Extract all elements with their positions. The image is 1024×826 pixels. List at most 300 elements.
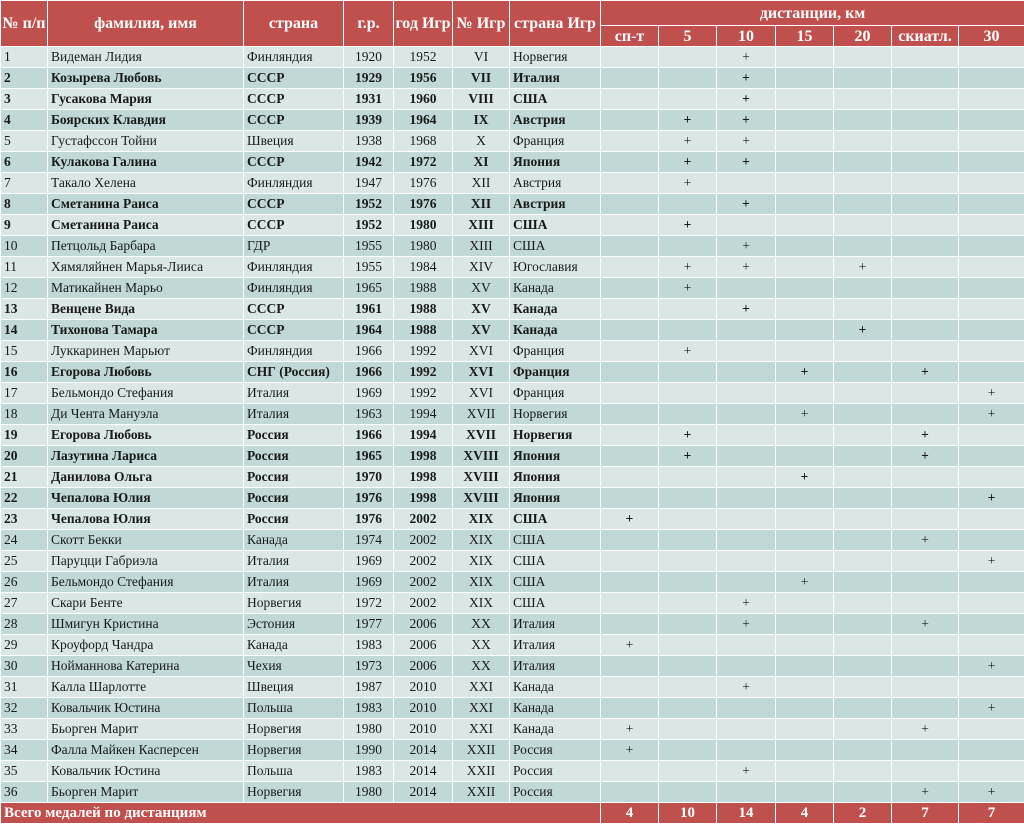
row-host: Франция bbox=[510, 131, 601, 152]
row-host: США bbox=[510, 530, 601, 551]
row-medal-mark bbox=[834, 446, 892, 467]
row-games-num: XII bbox=[453, 194, 510, 215]
row-games-num: XVII bbox=[453, 425, 510, 446]
row-medal-mark bbox=[834, 572, 892, 593]
row-medal-mark bbox=[776, 47, 834, 68]
row-name: Ковальчик Юстина bbox=[48, 698, 244, 719]
total-sprint: 4 bbox=[601, 803, 659, 824]
header-dist-30: 30 bbox=[959, 26, 1024, 47]
row-medal-mark bbox=[659, 698, 717, 719]
row-num: 1 bbox=[1, 47, 48, 68]
row-medal-mark: + bbox=[834, 257, 892, 278]
row-medal-mark bbox=[601, 362, 659, 383]
row-medal-mark: + bbox=[717, 131, 776, 152]
row-games-num: XVIII bbox=[453, 446, 510, 467]
row-num: 13 bbox=[1, 299, 48, 320]
header-row-1 bbox=[1, 1, 1024, 26]
row-num: 11 bbox=[1, 257, 48, 278]
row-num: 30 bbox=[1, 656, 48, 677]
row-host: США bbox=[510, 215, 601, 236]
row-born: 1977 bbox=[344, 614, 394, 635]
row-medal-mark: + bbox=[717, 194, 776, 215]
row-medal-mark bbox=[776, 551, 834, 572]
row-born: 1942 bbox=[344, 152, 394, 173]
table-row bbox=[1, 194, 1024, 215]
row-country: Финляндия bbox=[244, 341, 344, 362]
row-medal-mark bbox=[776, 215, 834, 236]
row-country: СНГ (Россия) bbox=[244, 362, 344, 383]
row-medal-mark bbox=[601, 194, 659, 215]
row-country: Россия bbox=[244, 488, 344, 509]
row-year: 1998 bbox=[394, 488, 453, 509]
row-games-num: XIII bbox=[453, 215, 510, 236]
row-medal-mark: + bbox=[892, 719, 959, 740]
row-year: 2006 bbox=[394, 635, 453, 656]
row-born: 1955 bbox=[344, 257, 394, 278]
row-country: Канада bbox=[244, 635, 344, 656]
row-host: Норвегия bbox=[510, 425, 601, 446]
row-num: 20 bbox=[1, 446, 48, 467]
row-born: 1964 bbox=[344, 320, 394, 341]
row-medal-mark bbox=[834, 509, 892, 530]
row-medal-mark bbox=[959, 362, 1024, 383]
row-medal-mark: + bbox=[959, 656, 1024, 677]
row-medal-mark bbox=[717, 446, 776, 467]
row-country: СССР bbox=[244, 299, 344, 320]
table-row bbox=[1, 257, 1024, 278]
row-born: 1963 bbox=[344, 404, 394, 425]
row-games-num: XXII bbox=[453, 782, 510, 803]
row-games-num: XXI bbox=[453, 719, 510, 740]
row-medal-mark bbox=[776, 341, 834, 362]
row-name: Бельмондо Стефания bbox=[48, 383, 244, 404]
header-num: № п/п bbox=[1, 1, 48, 47]
row-country: Италия bbox=[244, 404, 344, 425]
row-born: 1976 bbox=[344, 509, 394, 530]
row-host: Франция bbox=[510, 341, 601, 362]
row-country: Финляндия bbox=[244, 47, 344, 68]
table-row bbox=[1, 404, 1024, 425]
row-medal-mark bbox=[776, 257, 834, 278]
row-medal-mark: + bbox=[834, 320, 892, 341]
row-name: Венцене Вида bbox=[48, 299, 244, 320]
row-medal-mark bbox=[892, 656, 959, 677]
row-born: 1974 bbox=[344, 530, 394, 551]
row-medal-mark: + bbox=[601, 509, 659, 530]
row-medal-mark bbox=[776, 614, 834, 635]
row-medal-mark bbox=[601, 152, 659, 173]
header-games-num: № Игр bbox=[453, 1, 510, 47]
row-medal-mark bbox=[717, 782, 776, 803]
row-games-num: XIX bbox=[453, 530, 510, 551]
row-games-num: XIX bbox=[453, 551, 510, 572]
row-medal-mark bbox=[834, 467, 892, 488]
row-medal-mark bbox=[959, 635, 1024, 656]
row-medal-mark bbox=[834, 362, 892, 383]
row-medal-mark bbox=[717, 383, 776, 404]
row-medal-mark bbox=[834, 131, 892, 152]
row-medal-mark bbox=[959, 68, 1024, 89]
header-name: фамилия, имя bbox=[48, 1, 244, 47]
row-country: Норвегия bbox=[244, 593, 344, 614]
row-year: 1988 bbox=[394, 299, 453, 320]
row-country: Швеция bbox=[244, 131, 344, 152]
row-games-num: VIII bbox=[453, 89, 510, 110]
row-medal-mark bbox=[776, 131, 834, 152]
row-medal-mark bbox=[659, 509, 717, 530]
row-name: Ди Чента Мануэла bbox=[48, 404, 244, 425]
row-medal-mark bbox=[659, 194, 717, 215]
row-medal-mark bbox=[892, 467, 959, 488]
row-host: Франция bbox=[510, 362, 601, 383]
row-country: Россия bbox=[244, 446, 344, 467]
row-name: Такало Хелена bbox=[48, 173, 244, 194]
row-medal-mark bbox=[959, 215, 1024, 236]
row-medal-mark bbox=[659, 320, 717, 341]
row-medal-mark: + bbox=[659, 215, 717, 236]
row-year: 1994 bbox=[394, 404, 453, 425]
row-medal-mark bbox=[717, 740, 776, 761]
row-medal-mark bbox=[601, 47, 659, 68]
row-year: 1994 bbox=[394, 425, 453, 446]
row-num: 34 bbox=[1, 740, 48, 761]
row-games-num: XII bbox=[453, 173, 510, 194]
row-num: 18 bbox=[1, 404, 48, 425]
row-born: 1976 bbox=[344, 488, 394, 509]
row-born: 1955 bbox=[344, 236, 394, 257]
row-country: Россия bbox=[244, 425, 344, 446]
row-medal-mark bbox=[776, 425, 834, 446]
row-medal-mark bbox=[834, 215, 892, 236]
row-medal-mark bbox=[659, 593, 717, 614]
row-num: 25 bbox=[1, 551, 48, 572]
row-medal-mark bbox=[959, 740, 1024, 761]
row-medal-mark bbox=[834, 530, 892, 551]
row-medal-mark: + bbox=[601, 740, 659, 761]
row-num: 33 bbox=[1, 719, 48, 740]
row-year: 1980 bbox=[394, 236, 453, 257]
row-host: США bbox=[510, 89, 601, 110]
row-country: Россия bbox=[244, 509, 344, 530]
row-num: 27 bbox=[1, 593, 48, 614]
row-medal-mark bbox=[776, 761, 834, 782]
row-medal-mark bbox=[892, 551, 959, 572]
row-medal-mark bbox=[959, 530, 1024, 551]
row-num: 31 bbox=[1, 677, 48, 698]
row-num: 3 bbox=[1, 89, 48, 110]
row-medal-mark bbox=[776, 299, 834, 320]
row-medal-mark: + bbox=[601, 719, 659, 740]
row-year: 1998 bbox=[394, 446, 453, 467]
row-medal-mark: + bbox=[892, 446, 959, 467]
row-country: СССР bbox=[244, 320, 344, 341]
row-medal-mark bbox=[776, 740, 834, 761]
row-medal-mark bbox=[659, 467, 717, 488]
row-medal-mark bbox=[892, 509, 959, 530]
row-medal-mark: + bbox=[659, 278, 717, 299]
row-medal-mark: + bbox=[659, 173, 717, 194]
row-num: 10 bbox=[1, 236, 48, 257]
row-country: Швеция bbox=[244, 677, 344, 698]
row-medal-mark bbox=[659, 404, 717, 425]
row-num: 15 bbox=[1, 341, 48, 362]
row-medal-mark bbox=[959, 236, 1024, 257]
table-row bbox=[1, 425, 1024, 446]
row-medal-mark bbox=[659, 236, 717, 257]
row-num: 14 bbox=[1, 320, 48, 341]
row-medal-mark bbox=[834, 299, 892, 320]
row-num: 2 bbox=[1, 68, 48, 89]
row-medal-mark bbox=[776, 278, 834, 299]
row-country: Чехия bbox=[244, 656, 344, 677]
row-num: 32 bbox=[1, 698, 48, 719]
row-country: Италия bbox=[244, 383, 344, 404]
row-medal-mark bbox=[601, 320, 659, 341]
row-medal-mark bbox=[959, 761, 1024, 782]
row-num: 6 bbox=[1, 152, 48, 173]
row-host: Россия bbox=[510, 782, 601, 803]
row-year: 1960 bbox=[394, 89, 453, 110]
row-medal-mark bbox=[776, 89, 834, 110]
row-medal-mark bbox=[834, 194, 892, 215]
row-medal-mark bbox=[776, 782, 834, 803]
table-row bbox=[1, 509, 1024, 530]
row-medal-mark bbox=[959, 509, 1024, 530]
row-medal-mark bbox=[776, 152, 834, 173]
row-games-num: XX bbox=[453, 635, 510, 656]
row-name: Егорова Любовь bbox=[48, 362, 244, 383]
total-skiathlon: 7 bbox=[892, 803, 959, 824]
row-born: 1972 bbox=[344, 593, 394, 614]
row-medal-mark: + bbox=[717, 761, 776, 782]
row-medal-mark bbox=[601, 68, 659, 89]
row-medal-mark: + bbox=[959, 698, 1024, 719]
row-medal-mark bbox=[776, 530, 834, 551]
row-games-num: XVI bbox=[453, 383, 510, 404]
row-medal-mark bbox=[892, 299, 959, 320]
row-medal-mark bbox=[959, 194, 1024, 215]
row-medal-mark bbox=[834, 677, 892, 698]
row-host: США bbox=[510, 236, 601, 257]
row-medal-mark bbox=[717, 509, 776, 530]
row-medal-mark bbox=[601, 530, 659, 551]
table-row bbox=[1, 635, 1024, 656]
row-host: Италия bbox=[510, 68, 601, 89]
row-medal-mark bbox=[959, 299, 1024, 320]
row-medal-mark bbox=[834, 698, 892, 719]
row-medal-mark: + bbox=[892, 425, 959, 446]
row-medal-mark bbox=[834, 740, 892, 761]
table-row bbox=[1, 572, 1024, 593]
row-medal-mark bbox=[959, 614, 1024, 635]
row-medal-mark bbox=[659, 383, 717, 404]
row-medal-mark bbox=[959, 152, 1024, 173]
row-medal-mark bbox=[892, 110, 959, 131]
row-country: Финляндия bbox=[244, 173, 344, 194]
row-medal-mark bbox=[892, 635, 959, 656]
row-year: 2006 bbox=[394, 614, 453, 635]
row-born: 1983 bbox=[344, 761, 394, 782]
row-medal-mark bbox=[834, 236, 892, 257]
row-year: 2010 bbox=[394, 677, 453, 698]
row-medal-mark: + bbox=[959, 782, 1024, 803]
row-medal-mark bbox=[834, 383, 892, 404]
row-games-num: XIX bbox=[453, 572, 510, 593]
row-medal-mark bbox=[601, 383, 659, 404]
row-country: Финляндия bbox=[244, 257, 344, 278]
row-medal-mark bbox=[776, 383, 834, 404]
table-row bbox=[1, 341, 1024, 362]
row-medal-mark bbox=[892, 740, 959, 761]
row-medal-mark: + bbox=[659, 341, 717, 362]
row-country: СССР bbox=[244, 68, 344, 89]
row-year: 2002 bbox=[394, 593, 453, 614]
row-medal-mark bbox=[717, 425, 776, 446]
row-medal-mark bbox=[659, 47, 717, 68]
total-20: 2 bbox=[834, 803, 892, 824]
row-medal-mark bbox=[601, 425, 659, 446]
row-medal-mark bbox=[834, 341, 892, 362]
row-medal-mark bbox=[892, 698, 959, 719]
row-name: Бьорген Марит bbox=[48, 782, 244, 803]
row-medal-mark bbox=[601, 488, 659, 509]
row-games-num: XIII bbox=[453, 236, 510, 257]
row-medal-mark bbox=[776, 698, 834, 719]
row-year: 2010 bbox=[394, 719, 453, 740]
row-born: 1947 bbox=[344, 173, 394, 194]
row-year: 1988 bbox=[394, 320, 453, 341]
row-year: 1998 bbox=[394, 467, 453, 488]
row-medal-mark bbox=[959, 467, 1024, 488]
row-medal-mark bbox=[659, 677, 717, 698]
row-medal-mark bbox=[776, 173, 834, 194]
row-medal-mark bbox=[892, 761, 959, 782]
header-dist-5: 5 bbox=[659, 26, 717, 47]
row-games-num: XIX bbox=[453, 509, 510, 530]
row-medal-mark bbox=[659, 68, 717, 89]
row-medal-mark bbox=[659, 572, 717, 593]
row-medal-mark: + bbox=[601, 635, 659, 656]
table-row bbox=[1, 68, 1024, 89]
row-country: Польша bbox=[244, 698, 344, 719]
row-born: 1938 bbox=[344, 131, 394, 152]
table-row bbox=[1, 761, 1024, 782]
row-games-num: XV bbox=[453, 299, 510, 320]
row-medal-mark bbox=[601, 572, 659, 593]
row-country: Россия bbox=[244, 467, 344, 488]
row-medal-mark bbox=[717, 635, 776, 656]
table-row bbox=[1, 467, 1024, 488]
table-row bbox=[1, 320, 1024, 341]
row-medal-mark bbox=[834, 656, 892, 677]
row-medal-mark bbox=[776, 509, 834, 530]
row-medal-mark bbox=[892, 215, 959, 236]
row-games-num: XI bbox=[453, 152, 510, 173]
row-medal-mark: + bbox=[892, 782, 959, 803]
row-medal-mark bbox=[717, 173, 776, 194]
row-medal-mark bbox=[959, 47, 1024, 68]
row-medal-mark bbox=[892, 152, 959, 173]
row-host: США bbox=[510, 509, 601, 530]
row-born: 1983 bbox=[344, 635, 394, 656]
row-num: 5 bbox=[1, 131, 48, 152]
row-medal-mark bbox=[834, 404, 892, 425]
row-country: Норвегия bbox=[244, 740, 344, 761]
row-medal-mark bbox=[834, 635, 892, 656]
table-row bbox=[1, 593, 1024, 614]
row-games-num: XVI bbox=[453, 362, 510, 383]
row-born: 1980 bbox=[344, 782, 394, 803]
row-year: 2014 bbox=[394, 740, 453, 761]
row-name: Нойманнова Катерина bbox=[48, 656, 244, 677]
row-host: Норвегия bbox=[510, 47, 601, 68]
row-medal-mark bbox=[601, 404, 659, 425]
row-name: Данилова Ольга bbox=[48, 467, 244, 488]
row-medal-mark bbox=[892, 278, 959, 299]
row-medal-mark bbox=[601, 446, 659, 467]
row-medal-mark bbox=[834, 68, 892, 89]
row-medal-mark bbox=[834, 425, 892, 446]
row-medal-mark: + bbox=[776, 572, 834, 593]
row-host: США bbox=[510, 572, 601, 593]
row-name: Фалла Майкен Касперсен bbox=[48, 740, 244, 761]
row-medal-mark bbox=[959, 719, 1024, 740]
table-row bbox=[1, 488, 1024, 509]
row-medal-mark bbox=[717, 320, 776, 341]
row-medal-mark bbox=[959, 320, 1024, 341]
row-born: 1965 bbox=[344, 278, 394, 299]
header-host: страна Игр bbox=[510, 1, 601, 47]
row-medal-mark bbox=[601, 89, 659, 110]
row-medal-mark bbox=[892, 677, 959, 698]
row-medal-mark bbox=[892, 257, 959, 278]
row-year: 1956 bbox=[394, 68, 453, 89]
row-games-num: XVIII bbox=[453, 488, 510, 509]
row-medal-mark bbox=[834, 551, 892, 572]
row-medal-mark bbox=[959, 257, 1024, 278]
row-medal-mark bbox=[834, 47, 892, 68]
table-row bbox=[1, 89, 1024, 110]
row-born: 1973 bbox=[344, 656, 394, 677]
row-year: 1952 bbox=[394, 47, 453, 68]
row-num: 24 bbox=[1, 530, 48, 551]
row-games-num: XXI bbox=[453, 677, 510, 698]
row-games-num: XX bbox=[453, 614, 510, 635]
row-medal-mark: + bbox=[717, 152, 776, 173]
row-year: 1992 bbox=[394, 341, 453, 362]
table-row bbox=[1, 215, 1024, 236]
row-games-num: IX bbox=[453, 110, 510, 131]
row-medal-mark bbox=[717, 551, 776, 572]
row-num: 8 bbox=[1, 194, 48, 215]
row-born: 1990 bbox=[344, 740, 394, 761]
row-medal-mark: + bbox=[659, 131, 717, 152]
row-name: Петцольд Барбара bbox=[48, 236, 244, 257]
table-row bbox=[1, 278, 1024, 299]
header-dist-15: 15 bbox=[776, 26, 834, 47]
row-medal-mark bbox=[601, 215, 659, 236]
row-medal-mark: + bbox=[717, 47, 776, 68]
row-medal-mark: + bbox=[959, 383, 1024, 404]
row-games-num: VII bbox=[453, 68, 510, 89]
row-medal-mark bbox=[834, 110, 892, 131]
row-medal-mark: + bbox=[892, 614, 959, 635]
row-medal-mark bbox=[776, 68, 834, 89]
row-name: Калла Шарлотте bbox=[48, 677, 244, 698]
row-medal-mark: + bbox=[717, 257, 776, 278]
row-medal-mark bbox=[601, 698, 659, 719]
header-dist-10: 10 bbox=[717, 26, 776, 47]
